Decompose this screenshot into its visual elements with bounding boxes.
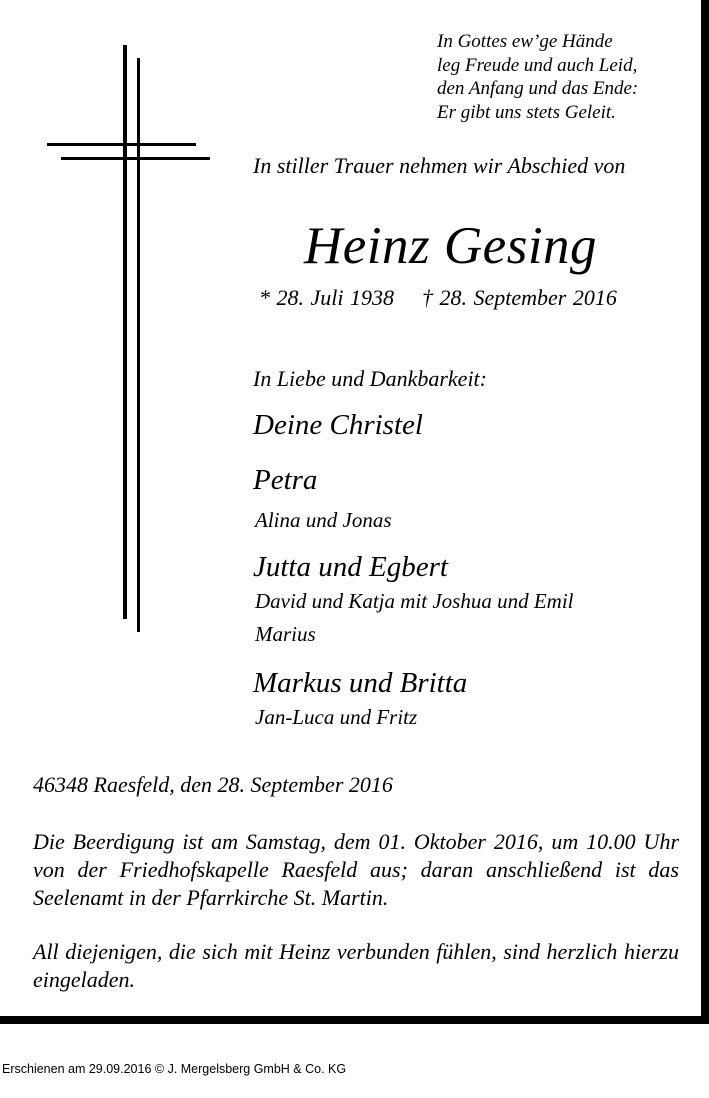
mourner-name: Petra [253, 464, 318, 496]
life-dates [259, 285, 617, 311]
publication-footer: Erschienen am 29.09.2016 © J. Mergelsberg GmbH & Co. KG [2, 1062, 347, 1076]
place-date: 46348 Raesfeld, den 28. September 2016 [33, 772, 393, 797]
poem-line: In Gottes ew’ge Hände [437, 31, 613, 52]
mourner-children: David und Katja mit Joshua und Emil [255, 589, 574, 613]
poem-line: Er gibt uns stets Geleit. [437, 101, 616, 123]
poem [437, 30, 638, 124]
invitation-text: All diejenigen, die sich mit Heinz verbunden fühlen, sind herzlich hierzu eingeladen. [33, 939, 679, 992]
mourner-name: Markus und Britta [253, 667, 468, 699]
mourner-name: Jutta und Egbert [253, 551, 448, 583]
funeral-details: Die Beerdigung ist am Samstag, dem 01. Oktober 2016, um 10.00 Uhr von der Friedhofskapelle Raesfeld aus; daran anschließend ist das Seelenamt in der Pfarrkirche St. Martin. [33, 829, 679, 910]
mourners-heading: In Liebe und Dankbarkeit: [253, 366, 487, 391]
poem-line: leg Freude und auch Leid, [437, 54, 638, 76]
mourner-children: Marius [255, 622, 316, 646]
poem-line: den Anfang und das Ende: [437, 78, 639, 99]
death-date: † 28. September 2016 [422, 285, 617, 310]
birth-date: * 28. Juli 1938 [259, 285, 394, 310]
mourner-children: Alina und Jonas [255, 508, 392, 532]
deceased-name: Heinz Gesing [304, 217, 598, 275]
mourner-name: Deine Christel [253, 409, 423, 441]
intro-text: In stiller Trauer nehmen wir Abschied von [253, 153, 626, 178]
mourner-children: Jan-Luca und Fritz [255, 705, 418, 729]
